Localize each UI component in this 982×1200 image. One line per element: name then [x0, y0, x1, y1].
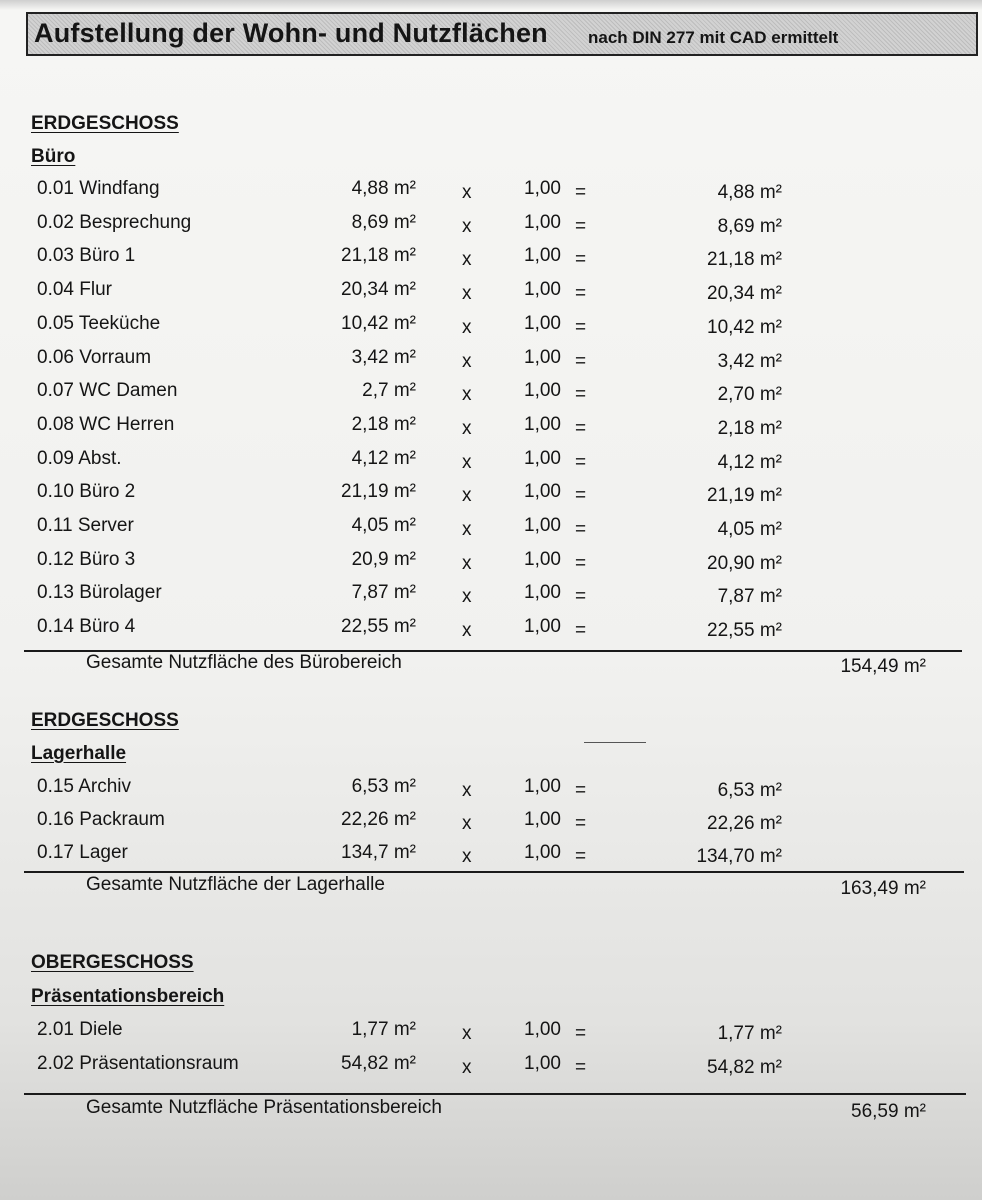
- equals-sign: =: [575, 586, 587, 607]
- table-row: [0, 178, 982, 208]
- table-row: [0, 481, 982, 511]
- multiply-sign: x: [462, 586, 472, 607]
- room-area: 22,26 m²: [341, 809, 416, 830]
- result-area: 134,70 m²: [696, 846, 782, 867]
- table-row: [0, 380, 982, 410]
- table-row: [0, 809, 982, 839]
- result-area: 4,12 m²: [717, 452, 782, 473]
- room-area: 21,19 m²: [341, 481, 416, 502]
- factor-value: 1,00: [524, 1019, 561, 1040]
- equals-sign: =: [575, 317, 587, 338]
- equals-sign: =: [575, 846, 587, 867]
- result-area: 21,18 m²: [707, 249, 782, 270]
- room-area: 4,05 m²: [351, 515, 416, 536]
- factor-value: 1,00: [524, 481, 561, 502]
- factor-value: 1,00: [524, 809, 561, 830]
- table-row: [0, 448, 982, 478]
- room-area: 21,18 m²: [341, 245, 416, 266]
- result-area: 6,53 m²: [717, 780, 782, 801]
- equals-sign: =: [575, 553, 587, 574]
- room-area: 2,7 m²: [362, 380, 416, 401]
- equals-sign: =: [575, 485, 587, 506]
- multiply-sign: x: [462, 452, 472, 473]
- result-area: 4,05 m²: [717, 519, 782, 540]
- multiply-sign: x: [462, 418, 472, 439]
- result-area: 22,26 m²: [707, 813, 782, 834]
- room-name: 0.14 Büro 4: [37, 616, 136, 637]
- room-area: 54,82 m²: [341, 1053, 416, 1074]
- factor-value: 1,00: [524, 842, 561, 863]
- factor-value: 1,00: [524, 1053, 561, 1074]
- table-row: [0, 1019, 982, 1049]
- room-name: 2.01 Diele: [37, 1019, 123, 1040]
- table-row: [0, 313, 982, 343]
- result-area: 1,77 m²: [717, 1023, 782, 1044]
- equals-sign: =: [575, 452, 587, 473]
- table-row: [0, 1053, 982, 1083]
- room-area: 8,69 m²: [351, 212, 416, 233]
- multiply-sign: x: [462, 249, 472, 270]
- table-row: [0, 347, 982, 377]
- equals-sign: =: [575, 780, 587, 801]
- factor-value: 1,00: [524, 178, 561, 199]
- factor-value: 1,00: [524, 313, 561, 334]
- multiply-sign: x: [462, 519, 472, 540]
- table-row: [0, 616, 982, 646]
- multiply-sign: x: [462, 780, 472, 801]
- room-name: 0.12 Büro 3: [37, 549, 136, 570]
- equals-sign: =: [575, 620, 587, 641]
- result-area: 54,82 m²: [707, 1057, 782, 1078]
- equals-sign: =: [575, 182, 587, 203]
- equals-sign: =: [575, 418, 587, 439]
- result-area: 20,90 m²: [707, 553, 782, 574]
- factor-value: 1,00: [524, 515, 561, 536]
- room-area: 22,55 m²: [341, 616, 416, 637]
- multiply-sign: x: [462, 485, 472, 506]
- result-area: 8,69 m²: [717, 216, 782, 237]
- document-subtitle: nach DIN 277 mit CAD ermittelt: [588, 28, 839, 47]
- multiply-sign: x: [462, 384, 472, 405]
- room-area: 134,7 m²: [341, 842, 416, 863]
- multiply-sign: x: [462, 283, 472, 304]
- total-rule: [24, 1093, 966, 1095]
- room-area: 6,53 m²: [351, 776, 416, 797]
- equals-sign: =: [575, 249, 587, 270]
- equals-sign: =: [575, 351, 587, 372]
- result-area: 2,18 m²: [717, 418, 782, 439]
- section-floor-heading: ERDGESCHOSS: [31, 113, 179, 134]
- total-label: Gesamte Nutzfläche Präsentationsbereich: [86, 1097, 442, 1118]
- title-bar: [26, 12, 978, 56]
- result-area: 4,88 m²: [717, 182, 782, 203]
- factor-value: 1,00: [524, 448, 561, 469]
- room-name: 0.05 Teeküche: [37, 313, 161, 334]
- factor-value: 1,00: [524, 279, 561, 300]
- room-area: 2,18 m²: [351, 414, 416, 435]
- room-area: 10,42 m²: [341, 313, 416, 334]
- equals-sign: =: [575, 283, 587, 304]
- room-name: 0.17 Lager: [37, 842, 128, 863]
- multiply-sign: x: [462, 620, 472, 641]
- table-row: [0, 212, 982, 242]
- total-label: Gesamte Nutzfläche des Bürobereich: [86, 652, 402, 673]
- room-area: 1,77 m²: [351, 1019, 416, 1040]
- table-row: [0, 414, 982, 444]
- pen-mark: [584, 742, 646, 743]
- multiply-sign: x: [462, 813, 472, 834]
- table-row: [0, 245, 982, 275]
- multiply-sign: x: [462, 351, 472, 372]
- section-area-heading: Büro: [31, 146, 76, 167]
- total-rule: [24, 871, 964, 873]
- room-area: 4,88 m²: [351, 178, 416, 199]
- room-name: 0.02 Besprechung: [37, 212, 192, 233]
- room-area: 3,42 m²: [351, 347, 416, 368]
- section-floor-heading: OBERGESCHOSS: [31, 952, 194, 973]
- equals-sign: =: [575, 813, 587, 834]
- table-row: [0, 515, 982, 545]
- equals-sign: =: [575, 1057, 587, 1078]
- multiply-sign: x: [462, 1057, 472, 1078]
- total-value: 154,49 m²: [840, 656, 926, 677]
- room-name: 0.03 Büro 1: [37, 245, 136, 266]
- room-name: 0.06 Vorraum: [37, 347, 152, 368]
- equals-sign: =: [575, 519, 587, 540]
- multiply-sign: x: [462, 182, 472, 203]
- factor-value: 1,00: [524, 414, 561, 435]
- factor-value: 1,00: [524, 245, 561, 266]
- section-area-heading: Lagerhalle: [31, 743, 127, 764]
- result-area: 21,19 m²: [707, 485, 782, 506]
- factor-value: 1,00: [524, 616, 561, 637]
- table-row: [0, 776, 982, 806]
- room-name: 0.08 WC Herren: [37, 414, 175, 435]
- result-area: 20,34 m²: [707, 283, 782, 304]
- factor-value: 1,00: [524, 347, 561, 368]
- table-row: [0, 582, 982, 612]
- room-name: 0.11 Server: [37, 515, 134, 536]
- multiply-sign: x: [462, 317, 472, 338]
- factor-value: 1,00: [524, 380, 561, 401]
- table-row: [0, 279, 982, 309]
- section-area-heading: Präsentationsbereich: [31, 986, 225, 1007]
- factor-value: 1,00: [524, 212, 561, 233]
- total-label: Gesamte Nutzfläche der Lagerhalle: [86, 874, 385, 895]
- table-row: [0, 549, 982, 579]
- room-area: 7,87 m²: [351, 582, 416, 603]
- total-value: 163,49 m²: [840, 878, 926, 899]
- total-value: 56,59 m²: [851, 1101, 926, 1122]
- equals-sign: =: [575, 1023, 587, 1044]
- page-edge-shadow: [0, 0, 982, 10]
- equals-sign: =: [575, 384, 587, 405]
- multiply-sign: x: [462, 553, 472, 574]
- room-name: 0.13 Bürolager: [37, 582, 162, 603]
- multiply-sign: x: [462, 846, 472, 867]
- room-name: 0.10 Büro 2: [37, 481, 136, 502]
- room-name: 0.16 Packraum: [37, 809, 165, 830]
- room-name: 0.07 WC Damen: [37, 380, 178, 401]
- factor-value: 1,00: [524, 776, 561, 797]
- room-area: 20,34 m²: [341, 279, 416, 300]
- document-title: Aufstellung der Wohn- und Nutzflächen: [34, 18, 548, 48]
- result-area: 2,70 m²: [717, 384, 782, 405]
- factor-value: 1,00: [524, 549, 561, 570]
- room-name: 0.09 Abst.: [37, 448, 122, 469]
- room-name: 0.04 Flur: [37, 279, 112, 300]
- multiply-sign: x: [462, 1023, 472, 1044]
- room-name: 0.01 Windfang: [37, 178, 160, 199]
- room-area: 4,12 m²: [351, 448, 416, 469]
- result-area: 22,55 m²: [707, 620, 782, 641]
- result-area: 7,87 m²: [717, 586, 782, 607]
- result-area: 10,42 m²: [707, 317, 782, 338]
- room-name: 0.15 Archiv: [37, 776, 131, 797]
- section-floor-heading: ERDGESCHOSS: [31, 710, 179, 731]
- equals-sign: =: [575, 216, 587, 237]
- multiply-sign: x: [462, 216, 472, 237]
- result-area: 3,42 m²: [717, 351, 782, 372]
- table-row: [0, 842, 982, 872]
- room-name: 2.02 Präsentationsraum: [37, 1053, 239, 1074]
- room-area: 20,9 m²: [351, 549, 416, 570]
- factor-value: 1,00: [524, 582, 561, 603]
